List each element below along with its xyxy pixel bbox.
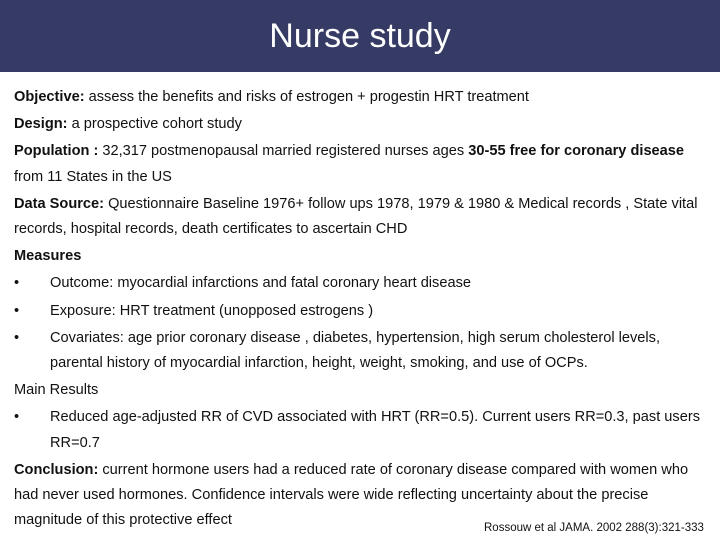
population-label: Population : [14, 143, 99, 160]
measures-bullet-item [14, 299, 714, 324]
bullet-icon: • [14, 275, 20, 292]
conclusion-label: Conclusion: [14, 461, 99, 478]
slide-title: Nurse study [269, 17, 451, 55]
slide-body [14, 85, 714, 533]
conclusion-text: current hormone users had a reduced rate of coronary disease compared with women who had never used hormones. Confidence intervals were wide reflecting uncertainty about the precise magnitude of this protective effect [14, 461, 689, 529]
design-text: a prospective cohort study [67, 116, 242, 133]
objective-label: Objective: [14, 89, 85, 105]
bullet-icon: • [14, 302, 20, 319]
bullet-icon: • [14, 329, 20, 346]
data-source-text: Questionnaire Baseline 1976+ follow ups 1978, 1979 & 1980 & Medical records , State vital records, hospital records, death certificates to ascertain CHD [14, 195, 698, 238]
title-bar [0, 0, 720, 72]
population-paragraph [14, 139, 714, 189]
population-bold-text: 30-55 free for coronary disease [468, 143, 685, 160]
measures-bullet-item [14, 326, 714, 376]
main-results-bullet-item [14, 405, 714, 455]
data-source-paragraph [14, 192, 714, 242]
objective-text: assess the benefits and risks of estrogen + progestin HRT treatment [84, 89, 529, 105]
population-text-before: 32,317 postmenopausal married registered nurses ages [98, 143, 469, 160]
main-results-heading: Main Results [14, 382, 99, 399]
design-paragraph [14, 112, 714, 137]
data-source-label: Data Source: [14, 195, 105, 212]
main-results-bullet-text: Reduced age-adjusted RR of CVD associated with HRT (RR=0.5). Current users RR=0.3, past users RR=0.7 [50, 409, 700, 451]
citation: Rossouw et al JAMA. 2002 288(3):321-333 [484, 522, 704, 534]
measures-heading: Measures [14, 248, 82, 265]
measures-bullet-text: Covariates: age prior coronary disease , diabetes, hypertension, high serum cholesterol levels, parental history of myocardial infarction, height, weight, smoking, and use of OCPs. [50, 329, 661, 372]
design-label: Design: [14, 116, 68, 133]
objective-paragraph [14, 85, 714, 110]
measures-bullet-text: Exposure: HRT treatment (unopposed estrogens ) [50, 302, 374, 319]
population-text-after: from 11 States in the US [14, 168, 172, 185]
measures-bullet-text: Outcome: myocardial infarctions and fatal coronary heart disease [50, 275, 471, 292]
bullet-icon: • [14, 409, 20, 426]
measures-bullet-item [14, 271, 714, 296]
